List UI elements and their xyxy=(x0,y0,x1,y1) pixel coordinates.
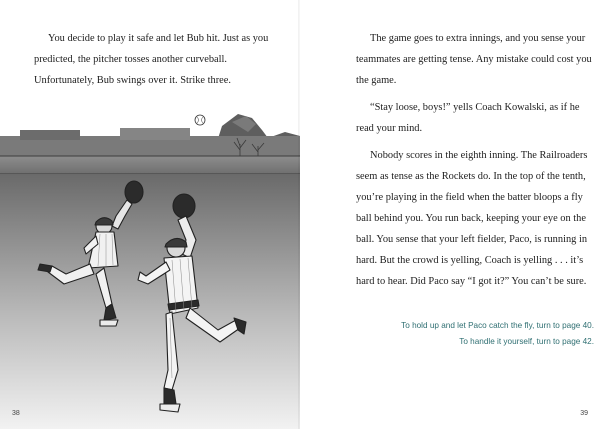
choice-handle-it[interactable]: To handle it yourself, turn to page 42. xyxy=(459,337,594,346)
right-page-text xyxy=(356,28,592,298)
page-number-left: 38 xyxy=(12,410,20,417)
choice-hold-up[interactable]: To hold up and let Paco catch the fly, turn to page 40. xyxy=(401,321,594,330)
left-paragraph: You decide to play it safe and let Bub hit. Just as you predicted, the pitcher tosses another curveball. Unfortunately, Bub swings over it. Strike three. xyxy=(34,33,269,86)
left-page-text xyxy=(34,28,274,91)
right-paragraph-2: “Stay loose, boys!” yells Coach Kowalski, as if he read your mind. xyxy=(356,102,580,134)
right-paragraph-3: Nobody scores in the eighth inning. The Railroaders seem as tense as the Rockets do. In the top of the tenth, you’re playing in the field when the batter bloops a fly ball behind you. You run back, keeping your eye on the ball. You sense that your left fielder, Paco, is running in hard. But the crowd is yelling, Coach is yelling . . . it’s hard to hear. Did Paco say “I got it?” You can’t be sure. xyxy=(356,150,588,287)
right-page xyxy=(300,0,600,429)
choice-list xyxy=(401,318,594,350)
right-paragraph-1: The game goes to extra innings, and you sense your teammates are getting tense. Any mistake could cost you the game. xyxy=(356,33,592,86)
page-number-right: 39 xyxy=(580,410,588,417)
baseball-illustration xyxy=(0,108,300,429)
